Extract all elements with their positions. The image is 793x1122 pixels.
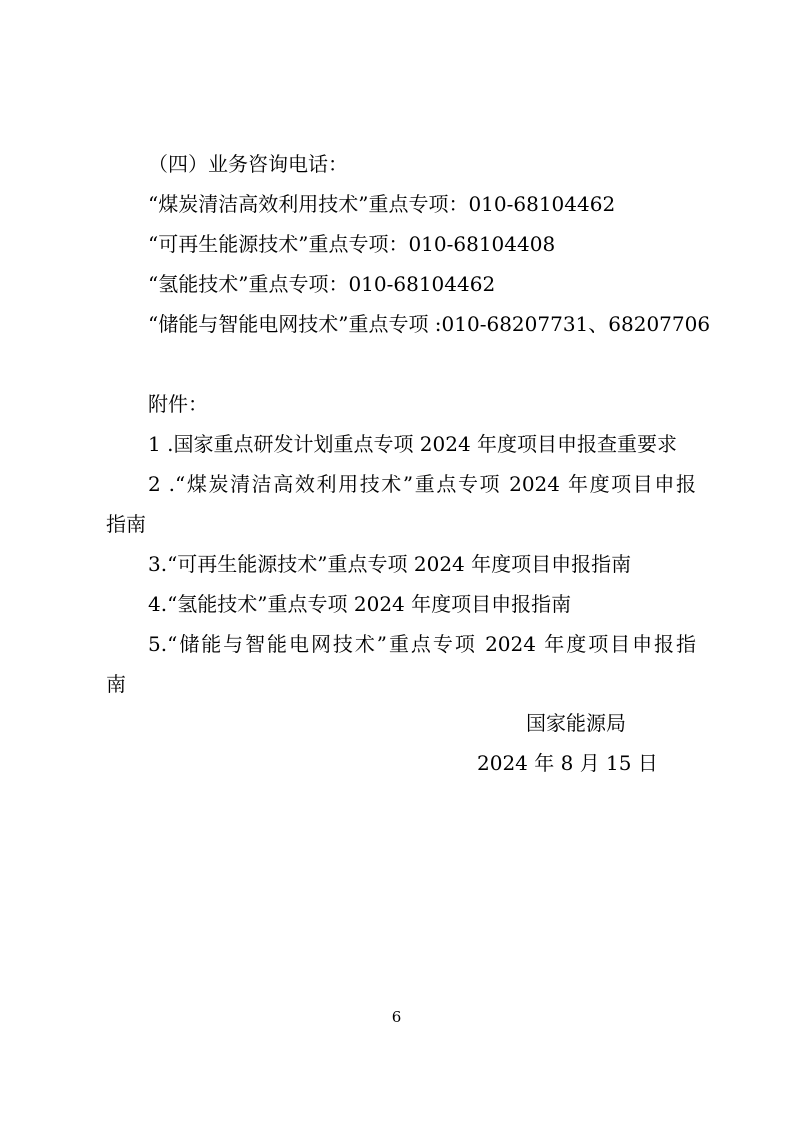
attachment-item-5: 5.“储能与智能电网技术”重点专项 2024 年度项目申报指 (148, 632, 696, 656)
attachment-item-2-cont: 指南 (106, 512, 146, 536)
attachment-item-5-cont: 南 (106, 672, 126, 696)
attachment-item-2: 2 .“煤炭清洁高效利用技术”重点专项 2024 年度项目申报 (148, 472, 696, 496)
page-number: 6 (391, 1008, 402, 1026)
consult-line-storage: “储能与智能电网技术”重点专项 :010-68207731、68207706 (148, 312, 711, 336)
attachment-item-1: 1 .国家重点研发计划重点专项 2024 年度项目申报查重要求 (148, 432, 678, 456)
signature-date: 2024 年 8 月 15 日 (477, 751, 658, 775)
consult-line-coal: “煤炭清洁高效利用技术”重点专项：010-68104462 (148, 192, 616, 216)
consult-line-hydrogen: “氢能技术”重点专项：010-68104462 (148, 272, 496, 296)
attachment-item-3: 3.“可再生能源技术”重点专项 2024 年度项目申报指南 (148, 552, 632, 576)
signature-org: 国家能源局 (526, 711, 626, 735)
attachment-item-4: 4.“氢能技术”重点专项 2024 年度项目申报指南 (148, 592, 572, 616)
attachments-heading: 附件： (148, 392, 208, 416)
consult-heading: （四）业务咨询电话： (148, 152, 348, 176)
consult-line-renewable: “可再生能源技术”重点专项：010-68104408 (148, 232, 556, 256)
